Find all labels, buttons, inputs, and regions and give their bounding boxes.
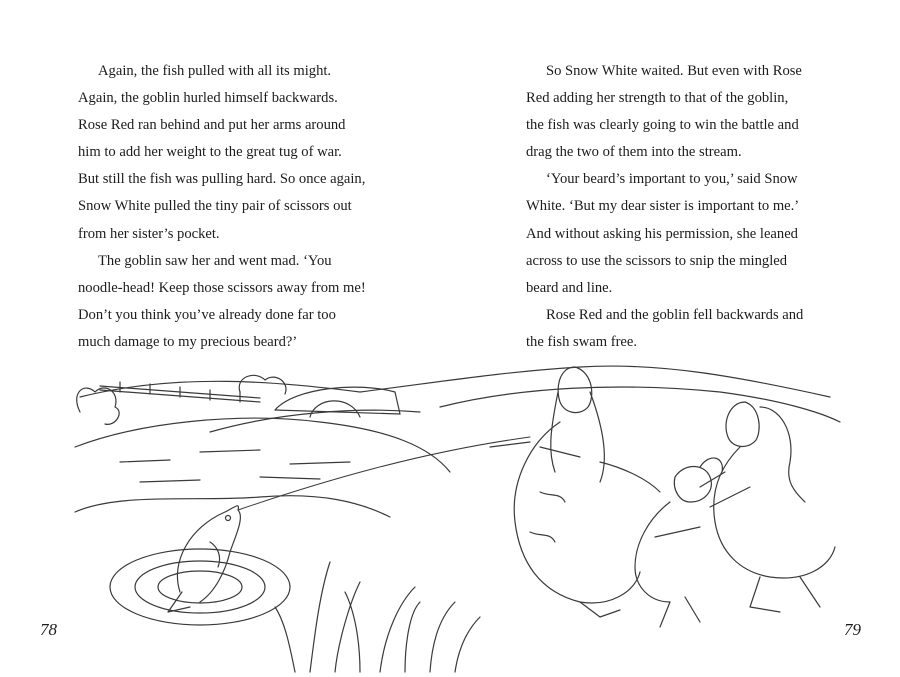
ripples: [110, 549, 290, 625]
left-page-text: [78, 58, 400, 356]
page-number-right: 79: [844, 620, 861, 639]
rose-red-figure: [700, 402, 835, 612]
right-page-text: [526, 58, 826, 356]
fence: [100, 382, 260, 402]
fishing-line: [238, 437, 530, 510]
reeds: [275, 562, 480, 672]
paragraph: The goblin saw her and went mad. ‘You noodle-head! Keep those scissors away from me! Don’t you think you’ve already done far too much damage to my precious beard?’: [78, 252, 366, 350]
paragraph: So Snow White waited. But even with Rose Red adding her strength to that of the goblin, the fish was clearly going to win the battle and drag the two of them into the stream.: [526, 63, 802, 161]
fish: [168, 506, 240, 612]
paragraph: Rose Red and the goblin fell backwards and the fish swam free.: [526, 306, 804, 350]
paragraph: Again, the fish pulled with all its might. Again, the goblin hurled himself backwards. Rose Red ran behind and put her arms around him to add her weight to the great tug of war. But still the fish was pulling hard. So once again, Snow White pulled the tiny pair of scissors out from her sister’s pocket.: [78, 63, 366, 242]
stone-bridge: [275, 387, 400, 417]
goblin-figure: [600, 458, 722, 627]
stream-scene-illustration: [60, 352, 850, 674]
page-number-left: 78: [40, 620, 57, 639]
paragraph: ‘Your beard’s important to you,’ said Snow White. ‘But my dear sister is important to me.’ And without asking his permission, she leaned across to use the scissors to snip the mingled beard and line.: [526, 171, 800, 296]
snow-white-figure: [490, 367, 640, 617]
